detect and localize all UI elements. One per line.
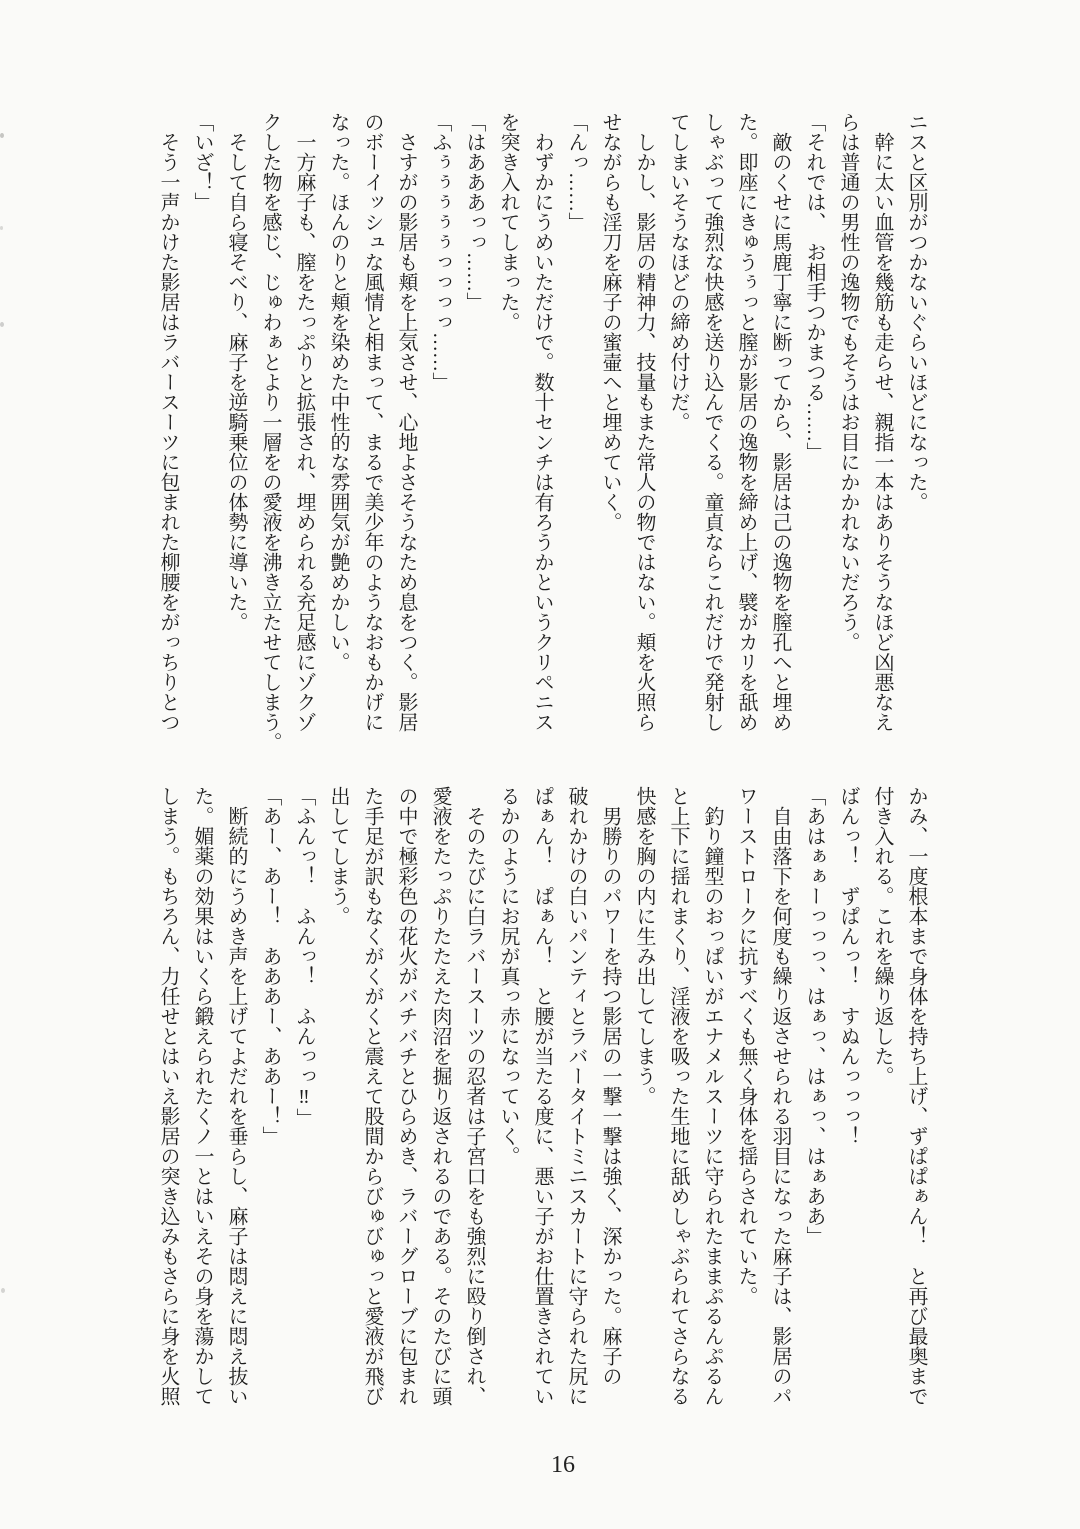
text-column: た。即座にきゅうぅっと膣が影居の逸物を締め上げ、襞がカリを舐め xyxy=(735,112,757,732)
text-column: ばんっ！ ずぱんっ！ すぬんっっっ！ xyxy=(837,786,859,1146)
text-column: てしまいそうなほどの締め付けだ。 xyxy=(667,112,689,432)
text-column: 敵のくせに馬鹿丁寧に断ってから、影居は己の逸物を膣孔へと埋め xyxy=(769,112,791,732)
text-column: 「んっ……」 xyxy=(565,112,587,232)
text-column: 破れかけの白いパンティとラバータイトミニスカートに守られた尻に xyxy=(565,786,587,1406)
text-column: た手足が訳もなくがくがくと震えて股間からびゅびゅっと愛液が飛び xyxy=(361,786,383,1406)
text-column: さすがの影居も頬を上気させ、心地よさそうなため息をつく。影居 xyxy=(395,112,417,732)
text-column: そう一声かけた影居はラバースーツに包まれた柳腰をがっちりとつ xyxy=(157,112,179,732)
page-number: 16 xyxy=(551,1452,575,1478)
text-column: 付き入れる。これを繰り返した。 xyxy=(871,786,893,1086)
text-column: るかのようにお尻が真っ赤になっていく。 xyxy=(497,786,519,1166)
text-column: 「それでは、 お相手つかまつる……」 xyxy=(803,112,825,462)
scan-speck xyxy=(0,322,4,327)
text-column: 「はあああっっ……」 xyxy=(463,112,485,312)
scan-speck xyxy=(1,1288,5,1293)
text-column: しかし、影居の精神力、技量もまた常人の物ではない。頬を火照ら xyxy=(633,112,655,732)
text-column: 出してしまう。 xyxy=(327,786,349,926)
text-column: と上下に揺れまくり、淫液を吸った生地に舐めしゃぶられてさらなる xyxy=(667,786,689,1406)
text-column: 愛液をたっぷりたたえた肉沼を掘り返されるのである。そのたびに頭 xyxy=(429,786,451,1406)
scan-speck xyxy=(0,133,4,138)
text-column: クした物を感じ、じゅわぁとより一層をの愛液を沸き立たせてしまう。 xyxy=(259,112,281,752)
text-column: のボーイッシュな風情と相まって、まるで美少年のようなおもかげに xyxy=(361,112,383,732)
text-column: なった。ほんのりと頬を染めた中性的な雰囲気が艶めかしい。 xyxy=(327,112,349,672)
text-column: 「ふんっ！ ふんっ！ ふんっっ‼」 xyxy=(293,786,315,1128)
text-column: そのたびに白ラバースーツの忍者は子宮口をも強烈に殴り倒され、 xyxy=(463,786,485,1406)
text-column: 一方麻子も、膣をたっぷりと拡張され、埋められる充足感にゾクゾ xyxy=(293,112,315,732)
text-column: せながらも淫刀を麻子の蜜壷へと埋めていく。 xyxy=(599,112,621,532)
text-column: しまう。もちろん、力任せとはいえ影居の突き込みもさらに身を火照 xyxy=(157,786,179,1406)
text-column: を突き入れてしまった。 xyxy=(497,112,519,332)
text-column: 釣り鐘型のおっぱいがエナメルスーツに守られたままぷるんぷるん xyxy=(701,786,723,1406)
bottom-text-block xyxy=(151,786,933,1446)
text-column: 男勝りのパワーを持つ影居の一撃一撃は強く、深かった。麻子の xyxy=(599,786,621,1386)
top-text-block xyxy=(151,112,933,754)
text-column: そして自ら寝そべり、麻子を逆騎乗位の体勢に導いた。 xyxy=(225,112,247,632)
text-column: 「ふぅぅぅぅぅっっっっ……」 xyxy=(429,112,451,392)
text-column: 「あー、あー！ あああー、ああー！」 xyxy=(259,786,281,1146)
text-column: ぱぁん！ ぱぁん！ と腰が当たる度に、悪い子がお仕置きされてい xyxy=(531,786,553,1406)
text-column: 快感を胸の内に生み出してしまう。 xyxy=(633,786,655,1106)
text-column: た。媚薬の効果はいくら鍛えられたくノ一とはいえその身を蕩かして xyxy=(191,786,213,1406)
text-column: 幹に太い血管を幾筋も走らせ、親指一本はありそうなほど凶悪なえ xyxy=(871,112,893,732)
text-column: ワーストロークに抗すべくも無く身体を揺らされていた。 xyxy=(735,786,757,1306)
text-column: わずかにうめいただけで。数十センチは有ろうかというクリペニス xyxy=(531,112,553,732)
text-column: しゃぶって強烈な快感を送り込んでくる。童貞ならこれだけで発射し xyxy=(701,112,723,732)
text-column: 断続的にうめき声を上げてよだれを垂らし、麻子は悶えに悶え抜い xyxy=(225,786,247,1406)
text-column: ニスと区別がつかないぐらいほどになった。 xyxy=(905,112,927,512)
text-column: 自由落下を何度も繰り返させられる羽目になった麻子は、影居のパ xyxy=(769,786,791,1406)
text-column: かみ、一度根本まで身体を持ち上げ、ずぱぱぁん！ と再び最奥まで xyxy=(905,786,927,1406)
text-column: 「いざ！」 xyxy=(191,112,213,212)
scan-speck xyxy=(0,226,3,230)
text-column: の中で極彩色の花火がバチバチとひらめき、ラバーグローブに包まれ xyxy=(395,786,417,1406)
text-column: 「あはぁぁーっっっ、はぁっ、はぁっ、はぁああ」 xyxy=(803,786,825,1246)
text-column: らは普通の男性の逸物でもそうはお目にかかれないだろう。 xyxy=(837,112,859,652)
